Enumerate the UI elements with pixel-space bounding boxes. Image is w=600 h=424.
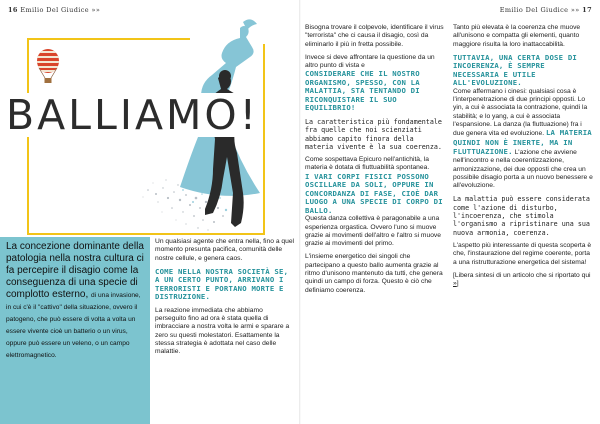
col2-paragraph-4: Come sospettava Epicuro nell'antichità, la materia è dotata di fluttuabilità spontanea.: [305, 156, 430, 172]
col1-paragraph-1: Un qualsiasi agente che entra nella, fino a quel momento presunta pacifica, comunità delle nostre cellule, e genera caos.: [155, 238, 295, 262]
header-author-right: Emilio Del Giudice: [499, 6, 569, 14]
col3-paragraph-3: La malattia può essere considerata come l'azione di disturbo, l'incoerenza, che stimola l'organismo a ripristinare una sua nuova armonia, coerenza.: [453, 195, 590, 237]
article-title: BALLIAMO!: [6, 91, 260, 139]
col2-highlight-2: I VARI CORPI FISICI POSSONO OSCILLARE DA SOLI, OPPURE IN CONCORDANZA DI FASE, CIOÈ DAR LUOGO A UNA SPECIE DI CORPO DI BALLO.: [305, 171, 443, 215]
col2-paragraph-3: La caratteristica più fondamentale fra quelle che noi scienziati abbiamo capito finora della materia vivente è la sua coerenza.: [305, 117, 442, 151]
intro-rest: di una invasione, in cui c'è il "cattivo" della situazione, ovvero il patogeno, che può essere di volta a volta un essere vivente cioè un batterio o un virus, oppure può essere un veleno, o un campo elettromagnetico.: [6, 292, 141, 359]
col1-paragraph-2: La reazione immediata che abbiamo perseguito fino ad ora è stata quella di imbracciare a nostra volta le armi e sparare a zero su questi molestatori. Esattamente la stessa strategia è adottata nel caso delle malattie.: [155, 306, 290, 356]
col3-paragraph-2: Come affermano i cinesi: qualsiasi cosa è l'interpenetrazione di due principi opposti. Lo yin, a cui è associata la contrazione, quindi la stabilità; e lo yang, a cui è associata l'espansione. La danza (la fluttuazione) fra i due genera vita ed evoluzione.: [453, 87, 588, 138]
header-author-left: Emilio Del Giudice: [20, 6, 90, 14]
intro-box: [0, 237, 150, 424]
col3-paragraph-4: L'aspetto più interessante di questa scoperta è che, l'instaurazione del regime coerente, porta a una ristrutturazione energetica del sistema!: [453, 241, 592, 266]
col1-highlight-1: COME NELLA NOSTRA SOCIETÀ SE, A UN CERTO PUNTO, ARRIVANO I TERRORISTI E PORTANO MORTE E DISTRUZIONE.: [155, 266, 289, 302]
col3-paragraph-2b: L'azione che avviene nell'incontro e nella coerentizzazione, armonizzazione, dei due opposti che crea un possibile disagio porta a un nuovo benessere e all'evoluzione.: [453, 148, 593, 190]
intro-lead: La concezione dominante della patologia nella nostra cultura ci fa percepire il disagio come la conseguenza di una specie di complotto esterno, di una invasione, in cui c'è il "cattivo" della situazione, ovvero il patogeno, che può essere di volta a volta un essere vivente cioè un batterio o un virus, oppure può essere un veleno, o un campo elettromagnetico.: [6, 241, 144, 359]
column-1: [155, 238, 295, 362]
page-number-right: 17: [582, 6, 592, 14]
header-mark-right: »»: [570, 6, 580, 14]
column-2: [305, 24, 445, 300]
hot-air-balloon-illustration: [35, 48, 61, 88]
col3-highlight-2: LA MATERIA QUINDI NON È INERTE, MA IN FLUTTUAZIONE.: [453, 128, 592, 156]
header-mark-left: »»: [91, 6, 101, 14]
page-gutter: [299, 0, 301, 424]
col3-highlight-1: TUTTAVIA, UNA CERTA DOSE DI INCOERENZA, È SEMPRE NECESSARIA E UTILE ALL'EVOLUZIONE.: [453, 52, 578, 88]
page-number-left: 16: [8, 6, 18, 14]
col2-paragraph-1: Bisogna trovare il colpevole, identificare il virus "terrorista" che ci causa il disagio, così da eliminarlo il più in fretta possibile.: [305, 24, 444, 48]
col2-highlight-1: CONSIDERARE CHE IL NOSTRO ORGANISMO, SPESSO, CON LA MALATTIA, STA TENTANDO DI RICONQUISTARE IL SUO EQUILIBRIO!: [305, 69, 420, 113]
col2-paragraph-4b: Questa danza collettiva è paragonabile a una esperienza orgastica. Ovvero l'uno si muove grazie ai movimenti dell'altro e l'altro si muove grazie ai movimenti del primo.: [305, 215, 441, 248]
running-header-right: [500, 6, 592, 14]
column-3: [453, 24, 593, 293]
col2-paragraph-2: Invece si deve affrontare la questione da un altro punto di vista e: [305, 53, 435, 70]
col3-paragraph-1: Tanto più elevata è la coerenza che muove all'unisono e compatta gli elementi, quanto maggiore risulta la loro inattaccabilità.: [453, 24, 581, 48]
col2-paragraph-5: L'insieme energetico dei singoli che partecipano a questo ballo aumenta grazie al ritmo d'unisono mantenuto da tutti, che genera quindi un campo di forza. Questo è ciò che definiamo coerenza.: [305, 253, 443, 294]
col3-paragraph-5: [Libera sintesi di un articolo che si riportato qui: [453, 271, 591, 279]
col3-paragraph-5-close: ]: [456, 280, 459, 288]
source-link[interactable]: »: [453, 280, 457, 288]
running-header-left: [8, 6, 100, 14]
